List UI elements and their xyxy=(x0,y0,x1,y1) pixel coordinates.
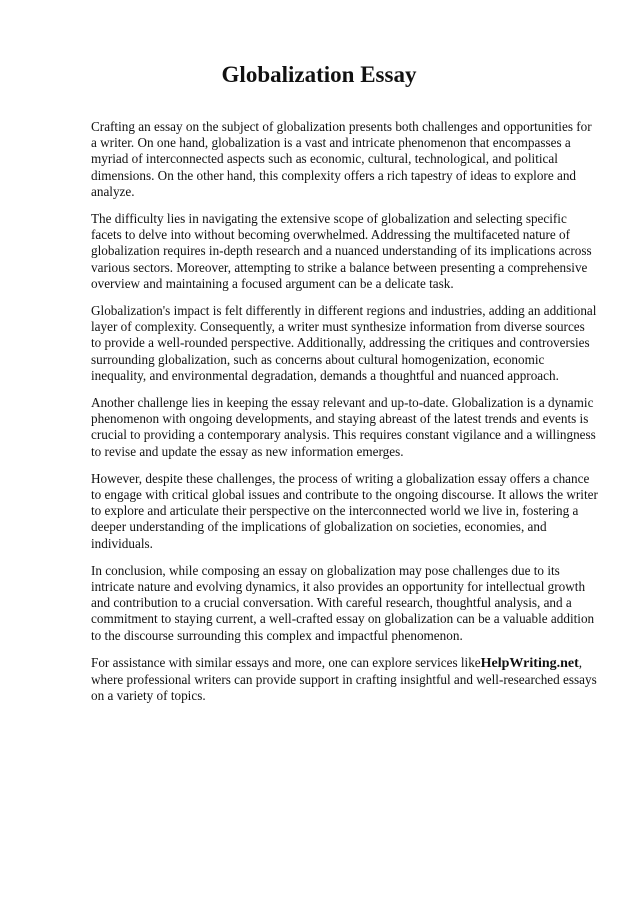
paragraph-3: Globalization's impact is felt differently in different regions and industries, adding an additional layer of complexity. Consequently, a writer must synthesize information from diverse sources to provide a well-rounded perspective. Additionally, addressing the critiques and controversies surrounding globalization, such as concerns about cultural homogenization, economic inequality, and environmental degradation, demands a thoughtful and nuanced approach. xyxy=(91,303,597,383)
document-title: Globalization Essay xyxy=(221,62,417,87)
paragraph-2: The difficulty lies in navigating the extensive scope of globalization and selecting specific facets to delve into without becoming overwhelmed. Addressing the multifaceted nature of globalization requires in-depth research and a nuanced understanding of its implications across various sectors. Moreover, attempting to strike a balance between presenting a comprehensive overview and maintaining a focused argument can be a delicate task. xyxy=(91,211,592,291)
paragraph-7-text-after: , where professional writers can provide support in crafting insightful and well-researched essays on a variety of topics. xyxy=(91,654,597,704)
paragraph-1: Crafting an essay on the subject of globalization presents both challenges and opportunities for a writer. On one hand, globalization is a vast and intricate phenomenon that encompasses a myriad of interconnected aspects such as economic, cultural, technological, and political dimensions. On the other hand, this complexity offers a rich tapestry of ideas to explore and analyze. xyxy=(91,119,592,199)
paragraph-4: Another challenge lies in keeping the essay relevant and up-to-date. Globalization is a dynamic phenomenon with ongoing developments, and staying abreast of the latest trends and events is crucial to providing a contemporary analysis. This requires constant vigilance and a willingness to revise and update the essay as new information emerges. xyxy=(91,395,596,459)
paragraph-7 xyxy=(91,655,598,705)
paragraph-5: However, despite these challenges, the process of writing a globalization essay offers a chance to engage with critical global issues and contribute to the ongoing discourse. It allows the writer to explore and articulate their perspective on the interconnected world we live in, fostering a deeper understanding of the implications of globalization on societies, economies, and individuals. xyxy=(91,470,598,551)
document-body xyxy=(91,119,598,716)
helpwriting-link[interactable]: HelpWriting.net xyxy=(480,655,579,671)
paragraph-6: In conclusion, while composing an essay on globalization may pose challenges due to its intricate nature and evolving dynamics, it also provides an opportunity for intellectual growth and contribution to a crucial conversation. With careful research, thoughtful analysis, and a commitment to staying current, a well-crafted essay on globalization can be a valuable addition to the discourse surrounding this complex and impactful phenomenon. xyxy=(91,562,595,643)
paragraph-7-text-before: For assistance with similar essays and more, one can explore services like xyxy=(91,654,481,670)
